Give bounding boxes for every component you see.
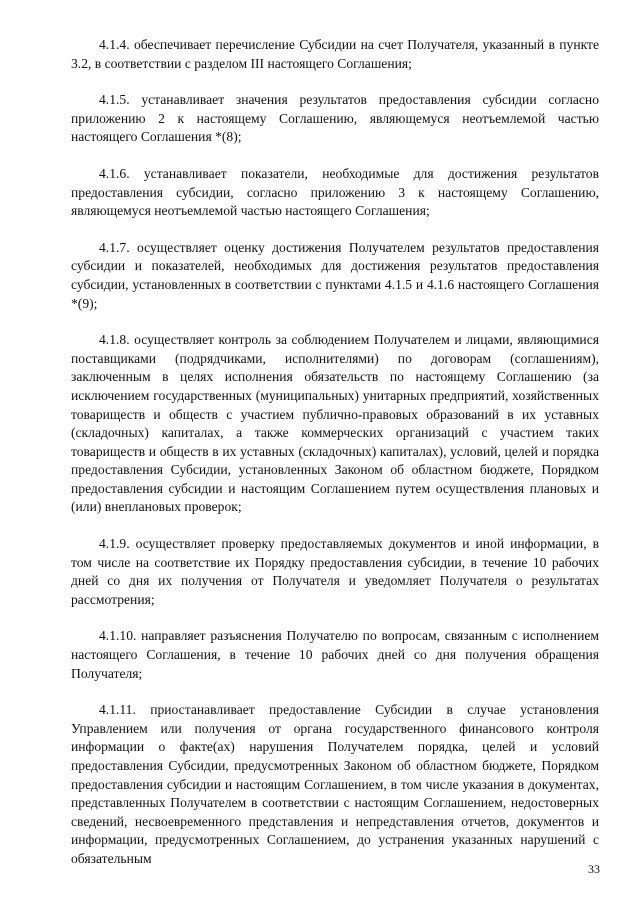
paragraph-4-1-4: 4.1.4. обеспечивает перечисление Субсидии на счет Получателя, указанный в пункте 3.2, в соответствии с разделом III настоящего Соглашения; (71, 37, 599, 71)
document-body (71, 36, 599, 887)
paragraph-4-1-10: 4.1.10. направляет разъяснения Получателю по вопросам, связанным с исполнением настоящего Соглашения, в течение 10 рабочих дней со дня получения обращения Получателя; (71, 628, 599, 681)
paragraph-4-1-9: 4.1.9. осуществляет проверку предоставляемых документов и иной информации, в том числе на соответствие их Порядку предоставления субсидии, в течение 10 рабочих дней со дня их получения от Получателя и уведомляет Получателя о результатах рассмотрения; (71, 536, 599, 607)
paragraph-4-1-6: 4.1.6. устанавливает показатели, необходимые для достижения результатов предоставления субсидии, согласно приложению 3 к настоящему Соглашению, являющемуся неотъемлемой частью настоящего Соглашения; (71, 165, 599, 219)
paragraph-4-1-11: 4.1.11. приостанавливает предоставление Субсидии в случае установления Управлением или получения от органа государственного финансового контроля информации о факте(ах) нарушения Получателем порядка, целей и условий предоставления Субсидии, предусмотренных Законом об областном бюджете, Порядком предоставления субсидии и настоящим Соглашением, в том числе указания в документах, представленных Получателем в соответствии с настоящим Соглашением, недостоверных сведений, несвоевременного представления и непредставления отчетов, документов и информации, предусмотренных Соглашением, до устранения указанных нарушений с обязательным (71, 702, 599, 866)
paragraph-4-1-7: 4.1.7. осуществляет оценку достижения Получателем результатов предоставления субсидии и показателей, необходимых для достижения результатов предоставления субсидии, установленных в соответствии с пунктами 4.1.5 и 4.1.6 настоящего Соглашения *(9); (71, 239, 599, 311)
paragraph-4-1-5: 4.1.5. устанавливает значения результатов предоставления субсидии согласно приложению 2 к настоящему Соглашению, являющемуся неотъемлемой частью настоящего Соглашения *(8); (71, 92, 599, 145)
page-number: 33 (588, 862, 600, 876)
paragraph-4-1-8: 4.1.8. осуществляет контроль за соблюдением Получателем и лицами, являющимися поставщиками (подрядчиками, исполнителями) по договорам (соглашениям), заключенным в целях исполнения обязательств по настоящему Соглашению (за исключением государственных (муниципальных) унитарных предприятий, хозяйственных товариществ и обществ с участием публично-правовых образований в их уставных (складочных) капиталах, а также коммерческих организаций с участием таких товариществ и обществ в их уставных (складочных) капиталах), условий, целей и порядка предоставления Субсидии, установленных Законом об областном бюджете, Порядком предоставления субсидии и настоящим Соглашением путем осуществления плановых и (или) внеплановых проверок; (71, 332, 599, 515)
